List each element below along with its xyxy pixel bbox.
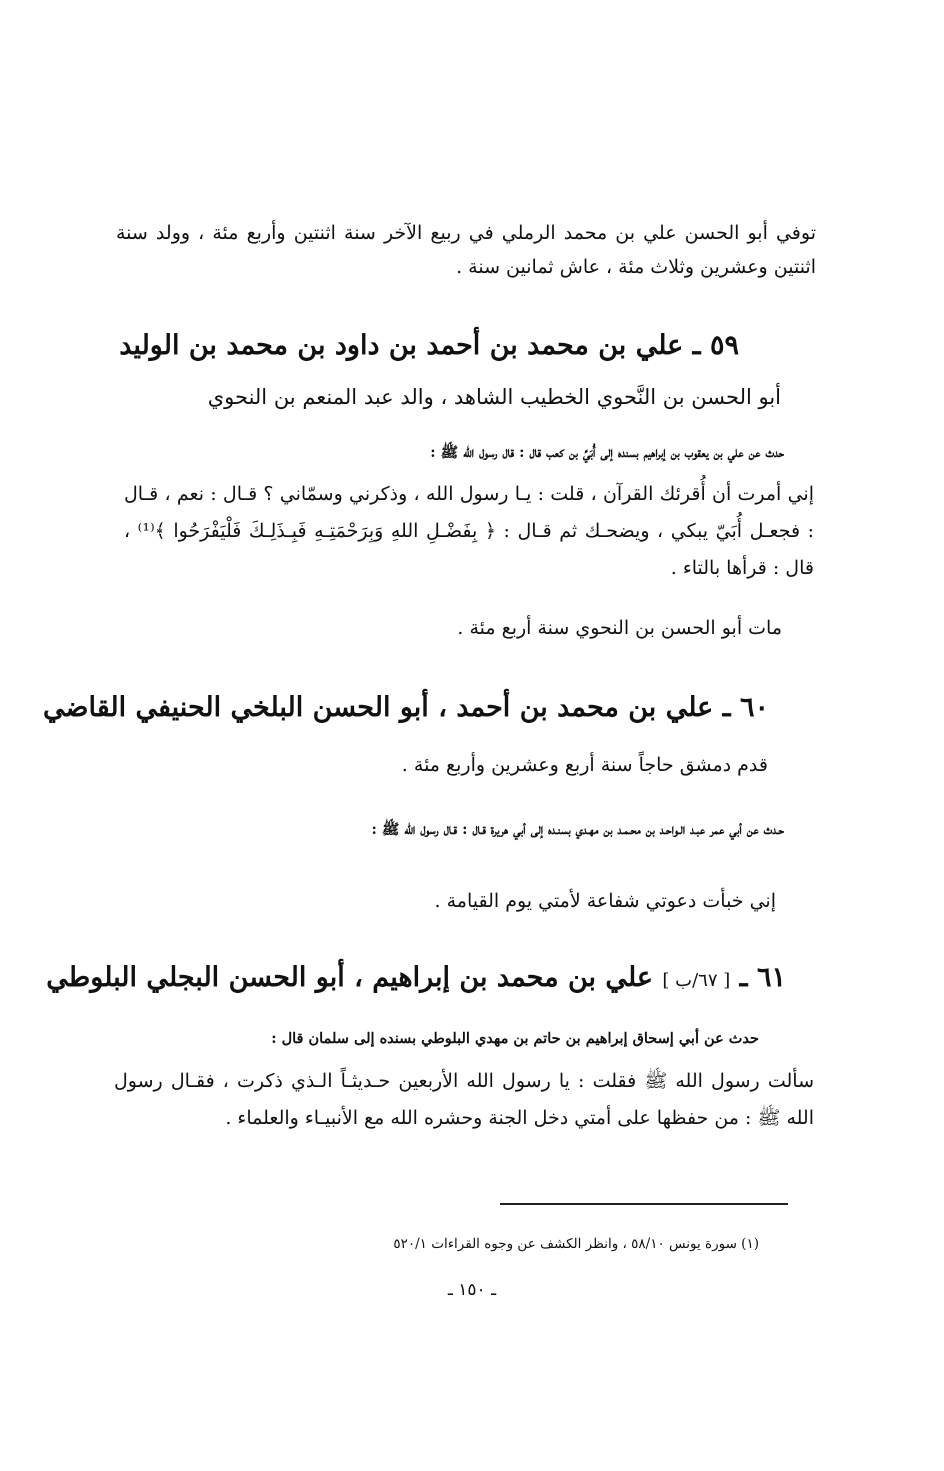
footnote-divider [500, 1203, 788, 1205]
entry-59-subtitle: أبو الحسن بن النَّحوي الخطيب الشاهد ، والد عبد المنعم بن النحوي [207, 385, 781, 409]
folio-reference: [ ٦٧/ب ] [662, 970, 731, 991]
page-number: ـ ١٥٠ ـ [447, 1280, 497, 1300]
entry-59-isnad: حدث عن علي بن يعقوب بن إبراهيم بسنده إلى أُبَيِّ بن كعب قال : قال رسول الله ﷺ : [430, 444, 784, 461]
entry-59-heading: ٥٩ ـ علي بن محمد بن أحمد بن داود بن محمد بن الوليد [119, 330, 739, 361]
entry-60-subtitle: قدم دمشق حاجاً سنة أربع وعشرين وأربع مئة . [401, 754, 768, 776]
entry-59-death-note: مات أبو الحسن بن النحوي سنة أربع مئة . [457, 617, 782, 639]
entry-60-hadith: إني خبأت دعوتي شفاعة لأمتي يوم القيامة . [434, 890, 776, 912]
intro-paragraph: توفي أبو الحسن علي بن محمد الرملي في ربيع الآخر سنة اثنتين وأربع مئة ، وولد سنة اثنتين وعشرين وثلاث مئة ، عاش ثمانين سنة . [116, 222, 816, 278]
entry-60-isnad: حـدث عن أبي عمر عبـد الـواحـد بن محـمـد بن مهـدي بسنـده إلى أبي هريرة قـال : قـال رسول الله ﷺ : [371, 821, 784, 838]
entry-61-number: ٦١ ـ [739, 962, 786, 993]
footnote: (١) سورة يونس ٥٨/١٠ ، وانظر الكشف عن وجوه القراءات ٥٢٠/١ [393, 1235, 759, 1252]
entry-60-heading: ٦٠ ـ علي بن محمد بن أحمد ، أبو الحسن البلخي الحنيفي القاضي [43, 692, 769, 723]
entry-61-heading [46, 962, 786, 993]
entry-59-hadith: إني أمرت أن أُقرئك القرآن ، قلت : يـا رسول الله ، وذكرني وسمّاني ؟ قـال : نعم ، قـال : فجعـل أُبَيّ يبكي ، ويضحـك ثم قـال : ﴿ بِفَضْـلِ اللهِ وَبِرَحْمَتِـهِ فَبِـذَلِـكَ فَلْيَفْرَحُوا ﴾⁽¹⁾ ، قال : قرأها بالتاء . [124, 483, 814, 579]
entry-61-hadith: سألت رسول الله ﷺ فقلت : يا رسول الله الأربعين حـديثـاً الـذي ذكرت ، فقـال رسول الله ﷺ : من حفظها على أمتي دخل الجنة وحشره الله مع الأنبيـاء والعلماء . [114, 1070, 814, 1129]
entry-61-isnad: حدث عن أبي إسحاق إبراهيم بن حاتم بن مهدي البلوطي بسنده إلى سلمان قال : [271, 1030, 759, 1047]
entry-61-title: علي بن محمد بن إبراهيم ، أبو الحسن البجلي البلوطي [46, 962, 653, 993]
